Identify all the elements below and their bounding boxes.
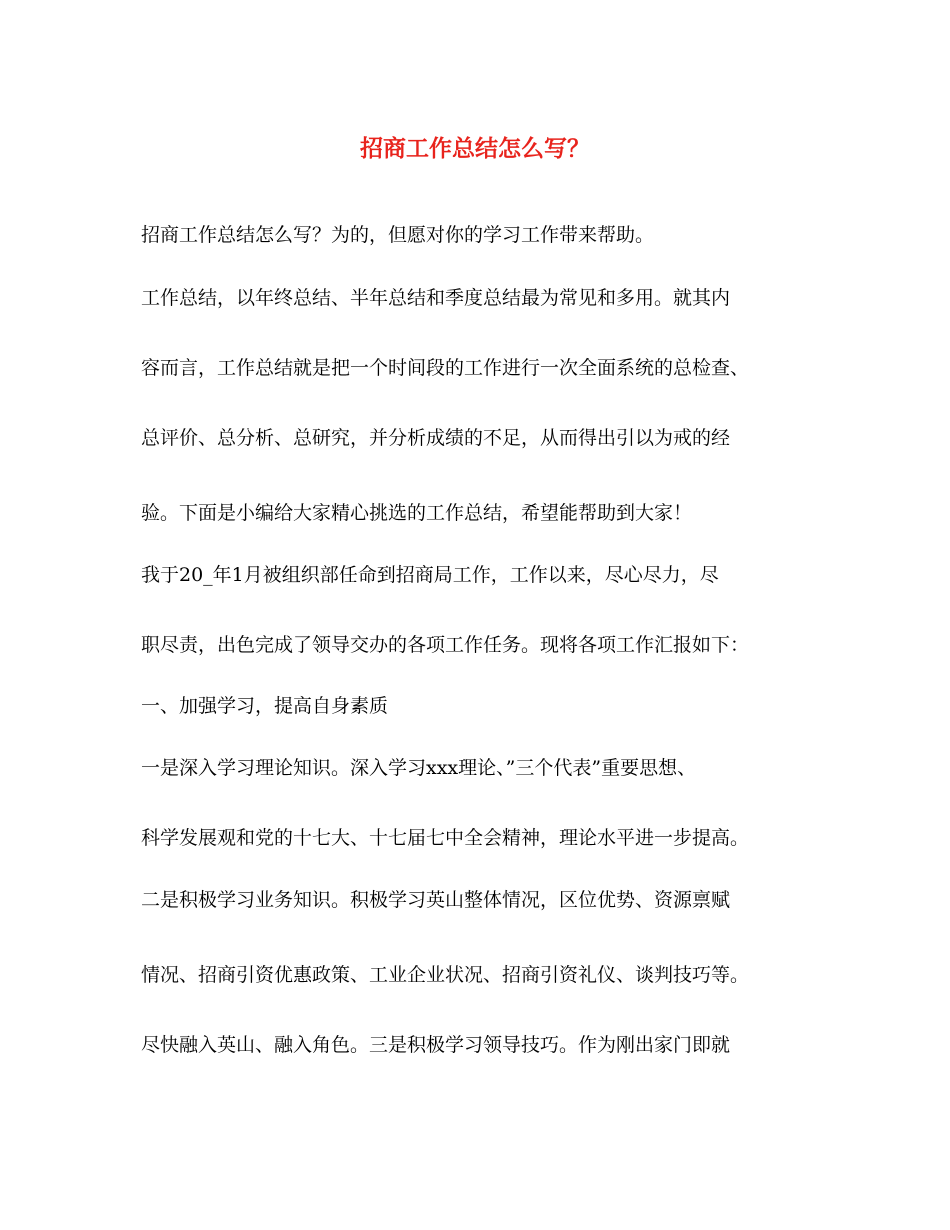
paragraph-line: 科学发展观和党的十七大、十七届七中全会精神，理论水平进一步提高。	[141, 827, 750, 849]
paragraph-line: 验。下面是小编给大家精心挑选的工作总结，希望能帮助到大家！	[141, 502, 693, 524]
paragraph-line: 情况、招商引资优惠政策、工业企业状况、招商引资礼仪、谈判技巧等。	[141, 964, 750, 986]
paragraph-line: 一是深入学习理论知识。深入学习xxx理论、”三个代表”重要思想、	[141, 757, 697, 779]
intro-line: 招商工作总结怎么写？为的，但愿对你的学习工作带来帮助。	[141, 224, 655, 246]
paragraph-line: 二是积极学习业务知识。积极学习英山整体情况，区位优势、资源禀赋	[141, 889, 731, 911]
paragraph-line: 容而言，工作总结就是把一个时间段的工作进行一次全面系统的总检查、	[141, 357, 750, 379]
paragraph-line: 我于20_年1月被组织部任命到招商局工作，工作以来，尽心尽力，尽	[141, 564, 719, 586]
paragraph-line: 总评价、总分析、总研究，并分析成绩的不足，从而得出引以为戒的经	[141, 427, 731, 449]
section-heading: 一、加强学习，提高自身素质	[141, 695, 389, 717]
paragraph-line: 尽快融入英山、融入角色。三是积极学习领导技巧。作为刚出家门即就	[141, 1034, 731, 1056]
paragraph-line: 职尽责，出色完成了领导交办的各项工作任务。现将各项工作汇报如下：	[141, 634, 750, 656]
document-title: 招商工作总结怎么写？	[360, 135, 590, 162]
paragraph-line: 工作总结，以年终总结、半年总结和季度总结最为常见和多用。就其内	[141, 287, 731, 309]
